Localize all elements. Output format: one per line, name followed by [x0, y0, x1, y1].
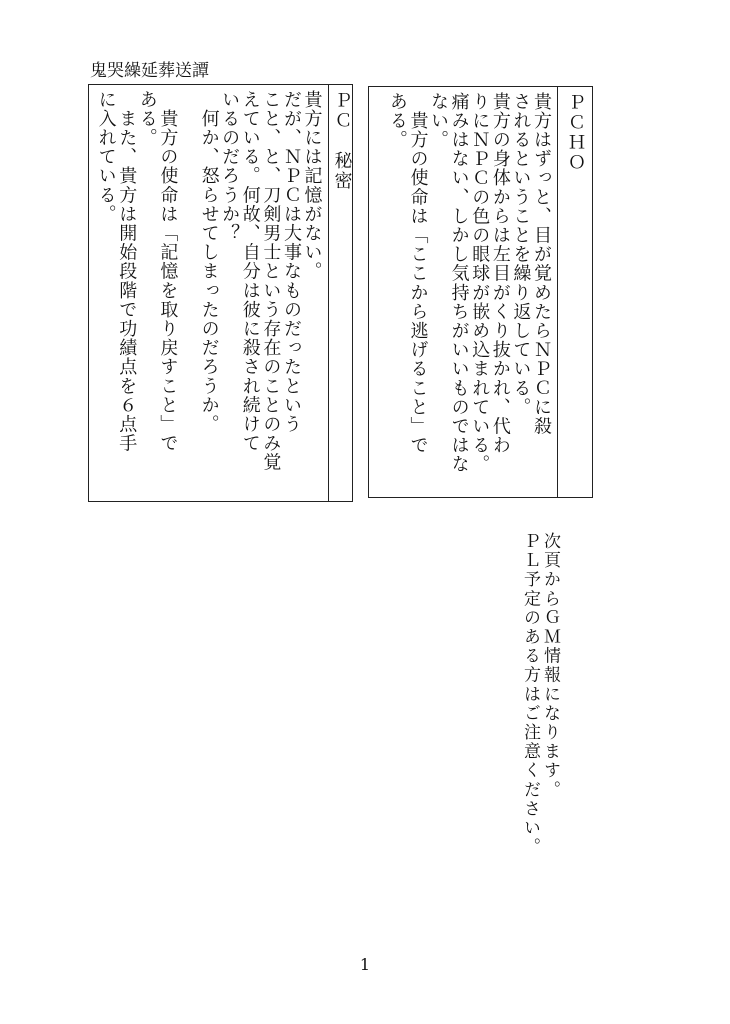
- pc-handout-body: [369, 87, 557, 497]
- gm-info-notice: 次頁からＧＭ情報になります。 ＰＬ予定のある方はご注意ください。: [520, 532, 560, 857]
- pc-handout-text: 貴方はずっと、目が覚めたらＮＰＣに殺 されるということを繰り返している。 貴方の身体からは左目がくり抜かれ、代わ りにＮＰＣの色の眼球が嵌め込まれている。 痛みはない、しかし気持ちがいいものではな ない。 貴方の使命は「ここから逃げること」で ある。: [386, 92, 552, 474]
- pc-secret-text: 貴方には記憶がない。 だが、ＮＰＣは大事なものだったという こと、と、刀剣男士という存在のことのみ覚 えている。何故、自分は彼に殺され続けて いるのだろうか？ 何か、怒らせてしまったのだろうか。 貴方の使命は「記憶を取り戻すこと」で ある。 また、貴方は開始段階で功績点を６点手 に入れている。: [95, 90, 323, 472]
- document-title: 鬼哭繰延葬送譚: [90, 61, 209, 81]
- pc-handout-header-label: ＰＣＨＯ: [565, 93, 586, 173]
- pc-secret-body: [89, 85, 328, 501]
- page-number: 1: [359, 955, 371, 974]
- pc-handout-header: [557, 87, 592, 497]
- pc-secret-box: [88, 84, 353, 502]
- pc-secret-header: [328, 85, 355, 501]
- pc-handout-box: [368, 86, 593, 498]
- pc-secret-header-label: ＰＣ 秘密: [331, 91, 353, 191]
